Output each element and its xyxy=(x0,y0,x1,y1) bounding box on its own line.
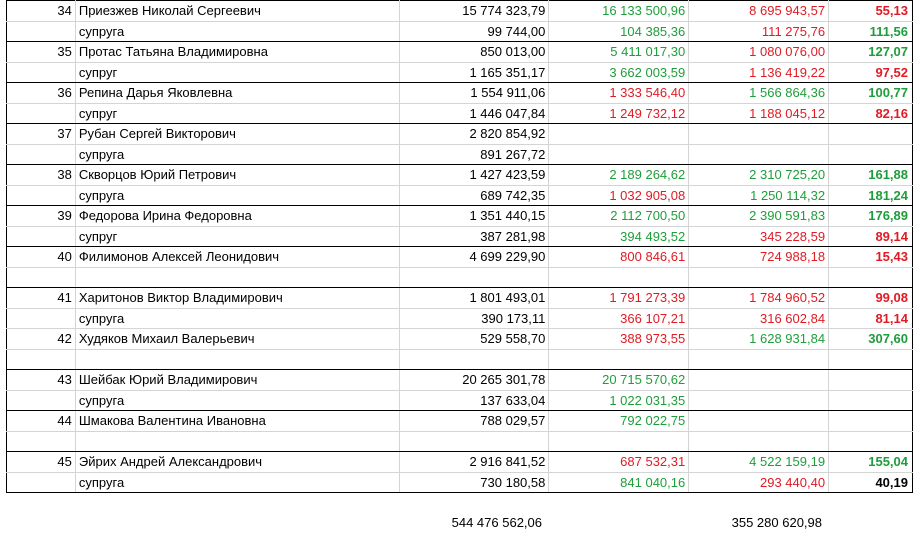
row-number-cell[interactable]: 34 xyxy=(7,1,76,22)
percent-cell[interactable] xyxy=(829,370,913,391)
value-3-cell[interactable]: 724 988,18 xyxy=(689,247,829,268)
person-name-cell[interactable]: супруга xyxy=(75,144,399,165)
spreadsheet-body xyxy=(7,1,913,493)
value-3-cell[interactable] xyxy=(689,411,829,432)
value-2-cell[interactable]: 394 493,52 xyxy=(549,226,689,247)
person-name-cell[interactable] xyxy=(75,267,399,288)
percent-cell[interactable]: 100,77 xyxy=(829,83,913,104)
income-cell[interactable]: 20 265 301,78 xyxy=(399,370,549,391)
table-row xyxy=(7,452,913,473)
value-3-cell[interactable]: 1 080 076,00 xyxy=(689,42,829,63)
row-number-cell[interactable]: 44 xyxy=(7,411,76,432)
table-row xyxy=(7,206,913,227)
value-2-cell[interactable]: 1 249 732,12 xyxy=(549,103,689,124)
income-cell[interactable]: 99 744,00 xyxy=(399,21,549,42)
table-row xyxy=(7,308,913,329)
value-3-cell[interactable] xyxy=(689,390,829,411)
table-row xyxy=(7,226,913,247)
percent-cell[interactable]: 111,56 xyxy=(829,21,913,42)
percent-cell[interactable]: 15,43 xyxy=(829,247,913,268)
value-3-cell[interactable] xyxy=(689,267,829,288)
income-cell[interactable]: 850 013,00 xyxy=(399,42,549,63)
row-number-cell[interactable]: 39 xyxy=(7,206,76,227)
income-cell[interactable] xyxy=(399,431,549,452)
person-name-cell[interactable]: супруг xyxy=(75,226,399,247)
percent-cell[interactable] xyxy=(829,349,913,370)
table-row xyxy=(7,247,913,268)
income-cell[interactable]: 1 427 423,59 xyxy=(399,165,549,186)
value-2-cell[interactable] xyxy=(549,124,689,145)
row-number-cell[interactable]: 37 xyxy=(7,124,76,145)
value-2-cell[interactable]: 800 846,61 xyxy=(549,247,689,268)
value-2-cell[interactable]: 687 532,31 xyxy=(549,452,689,473)
income-cell[interactable]: 689 742,35 xyxy=(399,185,549,206)
row-number-cell[interactable]: 35 xyxy=(7,42,76,63)
percent-cell[interactable]: 155,04 xyxy=(829,452,913,473)
person-name-cell[interactable]: Филимонов Алексей Леонидович xyxy=(75,247,399,268)
value-2-cell[interactable]: 1 791 273,39 xyxy=(549,288,689,309)
row-number-cell[interactable] xyxy=(7,21,76,42)
income-cell[interactable]: 1 351 440,15 xyxy=(399,206,549,227)
value-3-cell[interactable]: 2 310 725,20 xyxy=(689,165,829,186)
value-3-cell[interactable]: 8 695 943,57 xyxy=(689,1,829,22)
income-cell[interactable]: 1 446 047,84 xyxy=(399,103,549,124)
table-row xyxy=(7,390,913,411)
row-number-cell[interactable] xyxy=(7,62,76,83)
value-2-cell[interactable]: 841 040,16 xyxy=(549,472,689,493)
income-cell[interactable] xyxy=(399,267,549,288)
percent-cell[interactable] xyxy=(829,431,913,452)
row-number-cell[interactable]: 42 xyxy=(7,329,76,350)
percent-cell[interactable] xyxy=(829,390,913,411)
row-number-cell[interactable] xyxy=(7,267,76,288)
value-3-cell[interactable]: 1 566 864,36 xyxy=(689,83,829,104)
total-income-cell[interactable]: 544 476 562,06 xyxy=(451,515,542,530)
percent-cell[interactable]: 81,14 xyxy=(829,308,913,329)
person-name-cell[interactable]: Протас Татьяна Владимировна xyxy=(75,42,399,63)
row-number-cell[interactable]: 45 xyxy=(7,452,76,473)
person-name-cell[interactable]: Федорова Ирина Федоровна xyxy=(75,206,399,227)
person-name-cell[interactable]: супруга xyxy=(75,21,399,42)
table-row xyxy=(7,21,913,42)
person-name-cell[interactable]: Репина Дарья Яковлевна xyxy=(75,83,399,104)
total-expense-cell[interactable]: 355 280 620,98 xyxy=(731,515,822,530)
value-3-cell[interactable]: 1 136 419,22 xyxy=(689,62,829,83)
income-cell[interactable]: 891 267,72 xyxy=(399,144,549,165)
table-row xyxy=(7,124,913,145)
income-cell[interactable] xyxy=(399,349,549,370)
value-3-cell[interactable]: 111 275,76 xyxy=(689,21,829,42)
percent-cell[interactable] xyxy=(829,124,913,145)
value-3-cell[interactable]: 345 228,59 xyxy=(689,226,829,247)
person-name-cell[interactable]: Худяков Михаил Валерьевич xyxy=(75,329,399,350)
income-cell[interactable]: 4 699 229,90 xyxy=(399,247,549,268)
person-name-cell[interactable]: супруг xyxy=(75,103,399,124)
table-row xyxy=(7,83,913,104)
value-2-cell[interactable]: 2 189 264,62 xyxy=(549,165,689,186)
income-cell[interactable]: 15 774 323,79 xyxy=(399,1,549,22)
percent-cell[interactable]: 82,16 xyxy=(829,103,913,124)
percent-cell[interactable] xyxy=(829,267,913,288)
value-3-cell[interactable]: 4 522 159,19 xyxy=(689,452,829,473)
percent-cell[interactable]: 127,07 xyxy=(829,42,913,63)
person-name-cell[interactable]: супруга xyxy=(75,308,399,329)
table-row xyxy=(7,42,913,63)
table-row xyxy=(7,1,913,22)
table-row xyxy=(7,288,913,309)
value-2-cell[interactable]: 5 411 017,30 xyxy=(549,42,689,63)
table-row xyxy=(7,165,913,186)
person-name-cell[interactable]: Шейбак Юрий Владимирович xyxy=(75,370,399,391)
person-name-cell[interactable]: Шмакова Валентина Ивановна xyxy=(75,411,399,432)
income-cell[interactable]: 1 801 493,01 xyxy=(399,288,549,309)
row-number-cell[interactable]: 41 xyxy=(7,288,76,309)
value-3-cell[interactable]: 1 784 960,52 xyxy=(689,288,829,309)
income-cell[interactable]: 390 173,11 xyxy=(399,308,549,329)
value-3-cell[interactable] xyxy=(689,124,829,145)
value-2-cell[interactable]: 792 022,75 xyxy=(549,411,689,432)
person-name-cell[interactable] xyxy=(75,349,399,370)
row-number-cell[interactable] xyxy=(7,308,76,329)
value-3-cell[interactable]: 293 440,40 xyxy=(689,472,829,493)
percent-cell[interactable]: 40,19 xyxy=(829,472,913,493)
value-2-cell[interactable]: 366 107,21 xyxy=(549,308,689,329)
percent-cell[interactable]: 307,60 xyxy=(829,329,913,350)
row-number-cell[interactable] xyxy=(7,431,76,452)
person-name-cell[interactable]: супруга xyxy=(75,390,399,411)
value-3-cell[interactable]: 1 188 045,12 xyxy=(689,103,829,124)
person-name-cell[interactable]: супруга xyxy=(75,185,399,206)
row-number-cell[interactable] xyxy=(7,349,76,370)
row-number-cell[interactable] xyxy=(7,185,76,206)
percent-cell[interactable]: 161,88 xyxy=(829,165,913,186)
income-cell[interactable]: 2 916 841,52 xyxy=(399,452,549,473)
value-2-cell[interactable]: 2 112 700,50 xyxy=(549,206,689,227)
row-number-cell[interactable]: 43 xyxy=(7,370,76,391)
income-cell[interactable]: 529 558,70 xyxy=(399,329,549,350)
income-cell[interactable]: 387 281,98 xyxy=(399,226,549,247)
row-number-cell[interactable] xyxy=(7,390,76,411)
person-name-cell[interactable]: Рубан Сергей Викторович xyxy=(75,124,399,145)
row-number-cell[interactable]: 38 xyxy=(7,165,76,186)
table-row xyxy=(7,185,913,206)
person-name-cell[interactable]: супруг xyxy=(75,62,399,83)
person-name-cell[interactable]: Скворцов Юрий Петрович xyxy=(75,165,399,186)
person-name-cell[interactable]: супруга xyxy=(75,472,399,493)
value-2-cell[interactable]: 1 333 546,40 xyxy=(549,83,689,104)
value-2-cell[interactable]: 20 715 570,62 xyxy=(549,370,689,391)
table-row xyxy=(7,472,913,493)
value-2-cell[interactable] xyxy=(549,349,689,370)
percent-cell[interactable]: 97,52 xyxy=(829,62,913,83)
value-2-cell[interactable] xyxy=(549,144,689,165)
income-cell[interactable]: 1 165 351,17 xyxy=(399,62,549,83)
table-row xyxy=(7,370,913,391)
percent-cell[interactable] xyxy=(829,144,913,165)
table-row xyxy=(7,103,913,124)
value-3-cell[interactable]: 1 250 114,32 xyxy=(689,185,829,206)
value-2-cell[interactable]: 1 022 031,35 xyxy=(549,390,689,411)
value-3-cell[interactable] xyxy=(689,349,829,370)
row-number-cell[interactable] xyxy=(7,226,76,247)
value-2-cell[interactable] xyxy=(549,431,689,452)
value-2-cell[interactable]: 3 662 003,59 xyxy=(549,62,689,83)
table-row xyxy=(7,431,913,452)
value-3-cell[interactable]: 316 602,84 xyxy=(689,308,829,329)
table-row xyxy=(7,267,913,288)
table-row xyxy=(7,349,913,370)
table-row xyxy=(7,411,913,432)
person-name-cell[interactable]: Приезжев Николай Сергеевич xyxy=(75,1,399,22)
row-number-cell[interactable] xyxy=(7,472,76,493)
table-row xyxy=(7,329,913,350)
income-cell[interactable]: 788 029,57 xyxy=(399,411,549,432)
income-cell[interactable]: 1 554 911,06 xyxy=(399,83,549,104)
percent-cell[interactable] xyxy=(829,411,913,432)
person-name-cell[interactable]: Эйрих Андрей Александрович xyxy=(75,452,399,473)
value-2-cell[interactable]: 388 973,55 xyxy=(549,329,689,350)
income-cell[interactable]: 137 633,04 xyxy=(399,390,549,411)
percent-cell[interactable]: 176,89 xyxy=(829,206,913,227)
percent-cell[interactable]: 55,13 xyxy=(829,1,913,22)
percent-cell[interactable]: 89,14 xyxy=(829,226,913,247)
value-3-cell[interactable] xyxy=(689,144,829,165)
value-2-cell[interactable]: 1 032 905,08 xyxy=(549,185,689,206)
table-row xyxy=(7,144,913,165)
value-3-cell[interactable]: 2 390 591,83 xyxy=(689,206,829,227)
row-number-cell[interactable] xyxy=(7,103,76,124)
value-2-cell[interactable]: 16 133 500,96 xyxy=(549,1,689,22)
row-number-cell[interactable]: 40 xyxy=(7,247,76,268)
row-number-cell[interactable]: 36 xyxy=(7,83,76,104)
person-name-cell[interactable]: Харитонов Виктор Владимирович xyxy=(75,288,399,309)
totals-row xyxy=(0,513,913,533)
row-number-cell[interactable] xyxy=(7,144,76,165)
person-name-cell[interactable] xyxy=(75,431,399,452)
percent-cell[interactable]: 99,08 xyxy=(829,288,913,309)
percent-cell[interactable]: 181,24 xyxy=(829,185,913,206)
table-row xyxy=(7,62,913,83)
income-cell[interactable]: 2 820 854,92 xyxy=(399,124,549,145)
value-3-cell[interactable]: 1 628 931,84 xyxy=(689,329,829,350)
value-2-cell[interactable] xyxy=(549,267,689,288)
income-cell[interactable]: 730 180,58 xyxy=(399,472,549,493)
value-3-cell[interactable] xyxy=(689,431,829,452)
value-3-cell[interactable] xyxy=(689,370,829,391)
spreadsheet-table xyxy=(6,0,913,493)
value-2-cell[interactable]: 104 385,36 xyxy=(549,21,689,42)
